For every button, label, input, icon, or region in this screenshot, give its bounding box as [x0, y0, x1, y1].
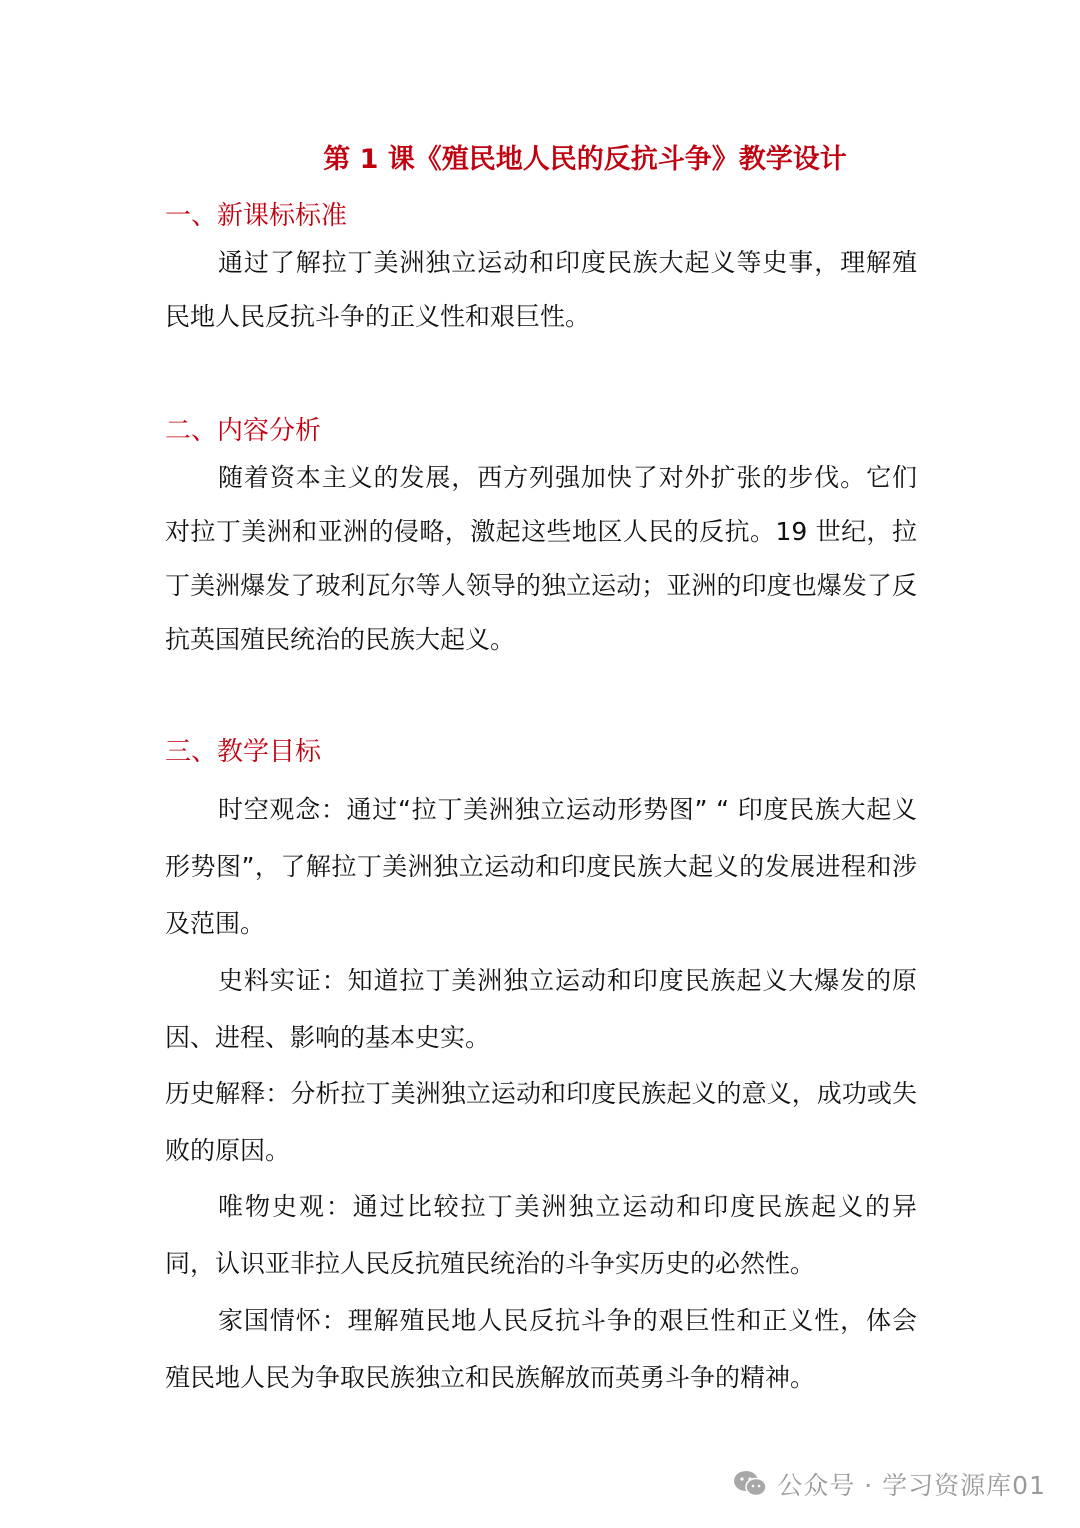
- goal-historical-interpretation-paragraph: 历史解释：分析拉丁美洲独立运动和印度民族起义的意义，成功或失败的原因。: [165, 1079, 917, 1165]
- goal-spacetime-paragraph: 时空观念：通过“拉丁美洲独立运动形势图” “ 印度民族大起义形势图”，了解拉丁美洲独立运动和印度民族大起义的发展进程和涉及范围。: [165, 795, 917, 938]
- content-analysis-paragraph: 随着资本主义的发展，西方列强加快了对外扩张的步伐。它们对拉丁美洲和亚洲的侵略，激起这些地区人民的反抗。19 世纪，拉丁美洲爆发了玻利瓦尔等人领导的独立运动；亚洲的印度也爆发了反抗英国殖民统治的民族大起义。: [165, 463, 917, 654]
- watermark: [733, 1462, 1046, 1506]
- goal-historical-evidence-paragraph: 史料实证：知道拉丁美洲独立运动和印度民族起义大爆发的原因、进程、影响的基本史实。: [165, 966, 917, 1052]
- goal-materialism-paragraph: 唯物史观：通过比较拉丁美洲独立运动和印度民族起义的异同，认识亚非拉人民反抗殖民统治的斗争实历史的必然性。: [165, 1192, 917, 1278]
- section-heading-standards: 一、新课标标准: [165, 201, 348, 231]
- goal-patriotism-paragraph: 家国情怀：理解殖民地人民反抗斗争的艰巨性和正义性，体会殖民地人民为争取民族独立和民族解放而英勇斗争的精神。: [165, 1306, 917, 1392]
- wechat-icon: [733, 1470, 767, 1498]
- document-title: 第 1 课《殖民地人民的反抗斗争》教学设计: [323, 144, 847, 175]
- section-heading-teaching-goals: 三、教学目标: [165, 737, 322, 767]
- section-heading-content-analysis: 二、内容分析: [165, 416, 322, 446]
- standards-paragraph: 通过了解拉丁美洲独立运动和印度民族大起义等史事，理解殖民地人民反抗斗争的正义性和艰巨性。: [165, 248, 917, 331]
- watermark-text: 公众号 · 学习资源库01: [777, 1471, 1046, 1500]
